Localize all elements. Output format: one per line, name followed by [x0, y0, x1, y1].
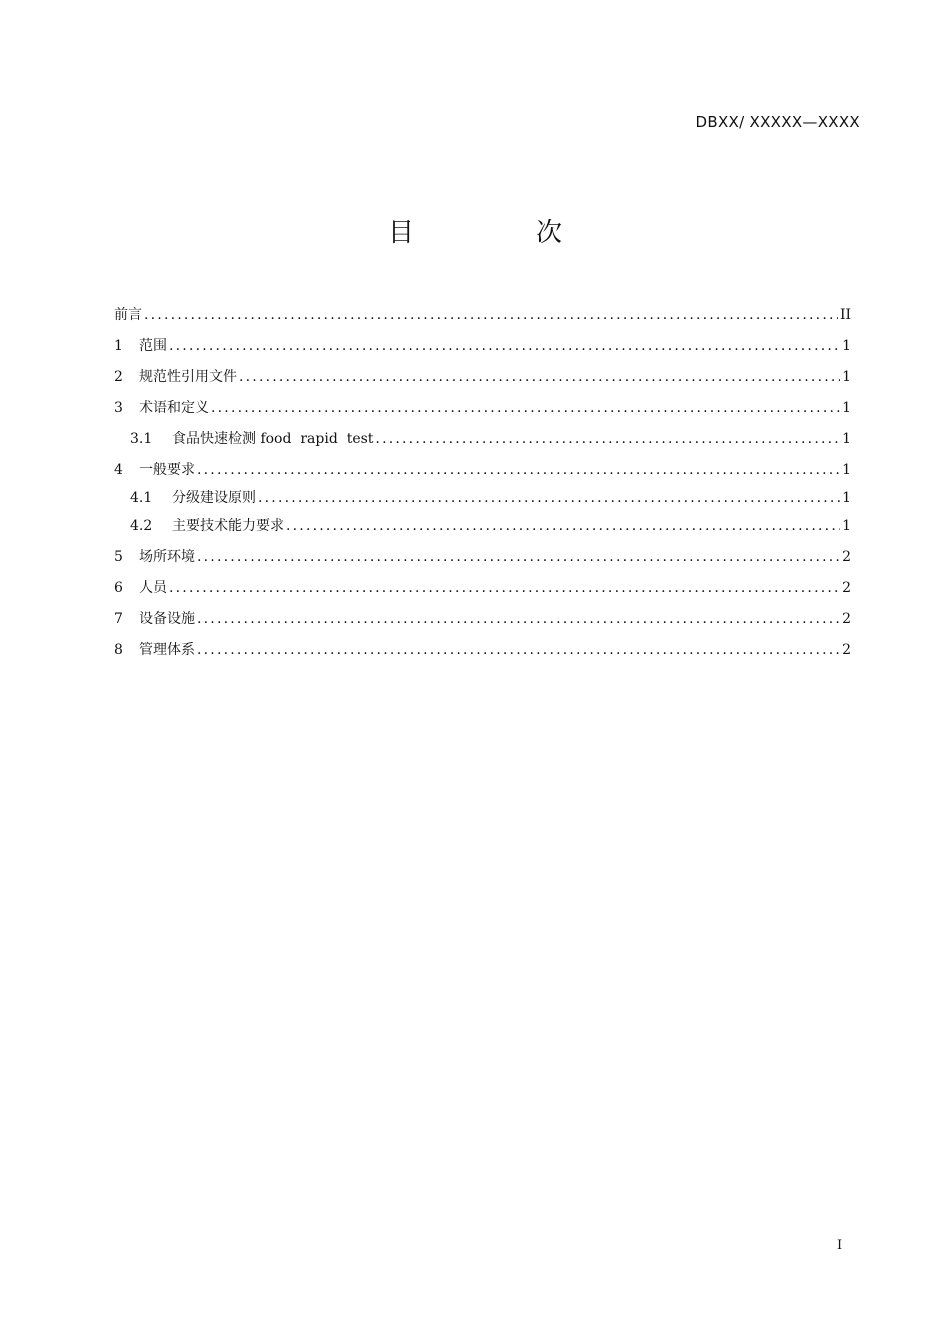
dot-leader [375, 424, 840, 455]
toc-entry-number: 2 [114, 369, 123, 385]
dot-leader [286, 511, 840, 542]
toc-entry-food-rapid-test[interactable] [114, 424, 851, 455]
toc-entry-number: 3.1 [130, 431, 153, 447]
page-number: I [837, 1238, 843, 1253]
toc-entry-label: 前言 [114, 307, 142, 323]
toc-entry-number: 6 [114, 580, 123, 596]
toc-entry-normative-references[interactable] [114, 362, 851, 393]
toc-entry-page: 1 [842, 369, 851, 385]
toc-entry-page: 1 [842, 400, 851, 416]
dot-leader [239, 362, 840, 393]
dot-leader [169, 573, 840, 604]
toc-entry-personnel[interactable] [114, 573, 851, 604]
toc-entry-number: 4.1 [130, 490, 153, 506]
dot-leader [197, 635, 840, 666]
toc-entry-number: 5 [114, 549, 123, 565]
toc-entry-number: 4 [114, 462, 123, 478]
table-of-contents [114, 300, 851, 666]
document-code: DBXX/ XXXXX—XXXX [695, 113, 860, 131]
toc-entry-number: 7 [114, 611, 123, 627]
toc-entry-label: 食品快速检测 food rapid test [172, 431, 374, 447]
toc-entry-page: 1 [842, 462, 851, 478]
dot-leader [197, 604, 840, 635]
toc-entry-number: 3 [114, 400, 123, 416]
dot-leader [211, 393, 840, 424]
toc-entry-number: 8 [114, 642, 123, 658]
dot-leader [169, 331, 840, 362]
toc-entry-page: 1 [842, 490, 851, 506]
toc-entry-label: 设备设施 [139, 611, 195, 627]
toc-entry-label: 范围 [139, 338, 167, 354]
toc-entry-management-system[interactable] [114, 635, 851, 666]
toc-entry-page: 1 [842, 338, 851, 354]
toc-entry-number: 4.2 [130, 518, 153, 534]
toc-entry-scope[interactable] [114, 331, 851, 362]
toc-entry-label: 主要技术能力要求 [172, 518, 284, 534]
toc-entry-label: 一般要求 [139, 462, 195, 478]
toc-entry-label: 场所环境 [139, 549, 195, 565]
toc-entry-page: 2 [842, 580, 851, 596]
toc-entry-number: 1 [114, 338, 123, 354]
toc-entry-page: 1 [842, 431, 851, 447]
toc-entry-site-environment[interactable] [114, 542, 851, 573]
toc-entry-foreword[interactable] [114, 300, 851, 331]
toc-entry-page: II [839, 307, 851, 323]
toc-entry-general-requirements[interactable] [114, 455, 851, 486]
toc-entry-label: 人员 [139, 580, 167, 596]
toc-entry-label: 管理体系 [139, 642, 195, 658]
toc-entry-label: 规范性引用文件 [139, 369, 237, 385]
toc-title: 目 次 [387, 218, 610, 248]
toc-entry-page: 2 [842, 611, 851, 627]
toc-entry-label: 分级建设原则 [172, 490, 256, 506]
dot-leader [144, 300, 838, 331]
dot-leader [197, 542, 840, 573]
toc-entry-grading-principles[interactable] [114, 486, 851, 511]
toc-entry-terms-definitions[interactable] [114, 393, 851, 424]
dot-leader [258, 486, 840, 511]
toc-entry-equipment-facilities[interactable] [114, 604, 851, 635]
toc-entry-page: 1 [842, 518, 851, 534]
toc-entry-label: 术语和定义 [139, 400, 209, 416]
toc-entry-page: 2 [842, 642, 851, 658]
toc-entry-technical-capability[interactable] [114, 511, 851, 542]
dot-leader [197, 455, 840, 486]
toc-entry-page: 2 [842, 549, 851, 565]
